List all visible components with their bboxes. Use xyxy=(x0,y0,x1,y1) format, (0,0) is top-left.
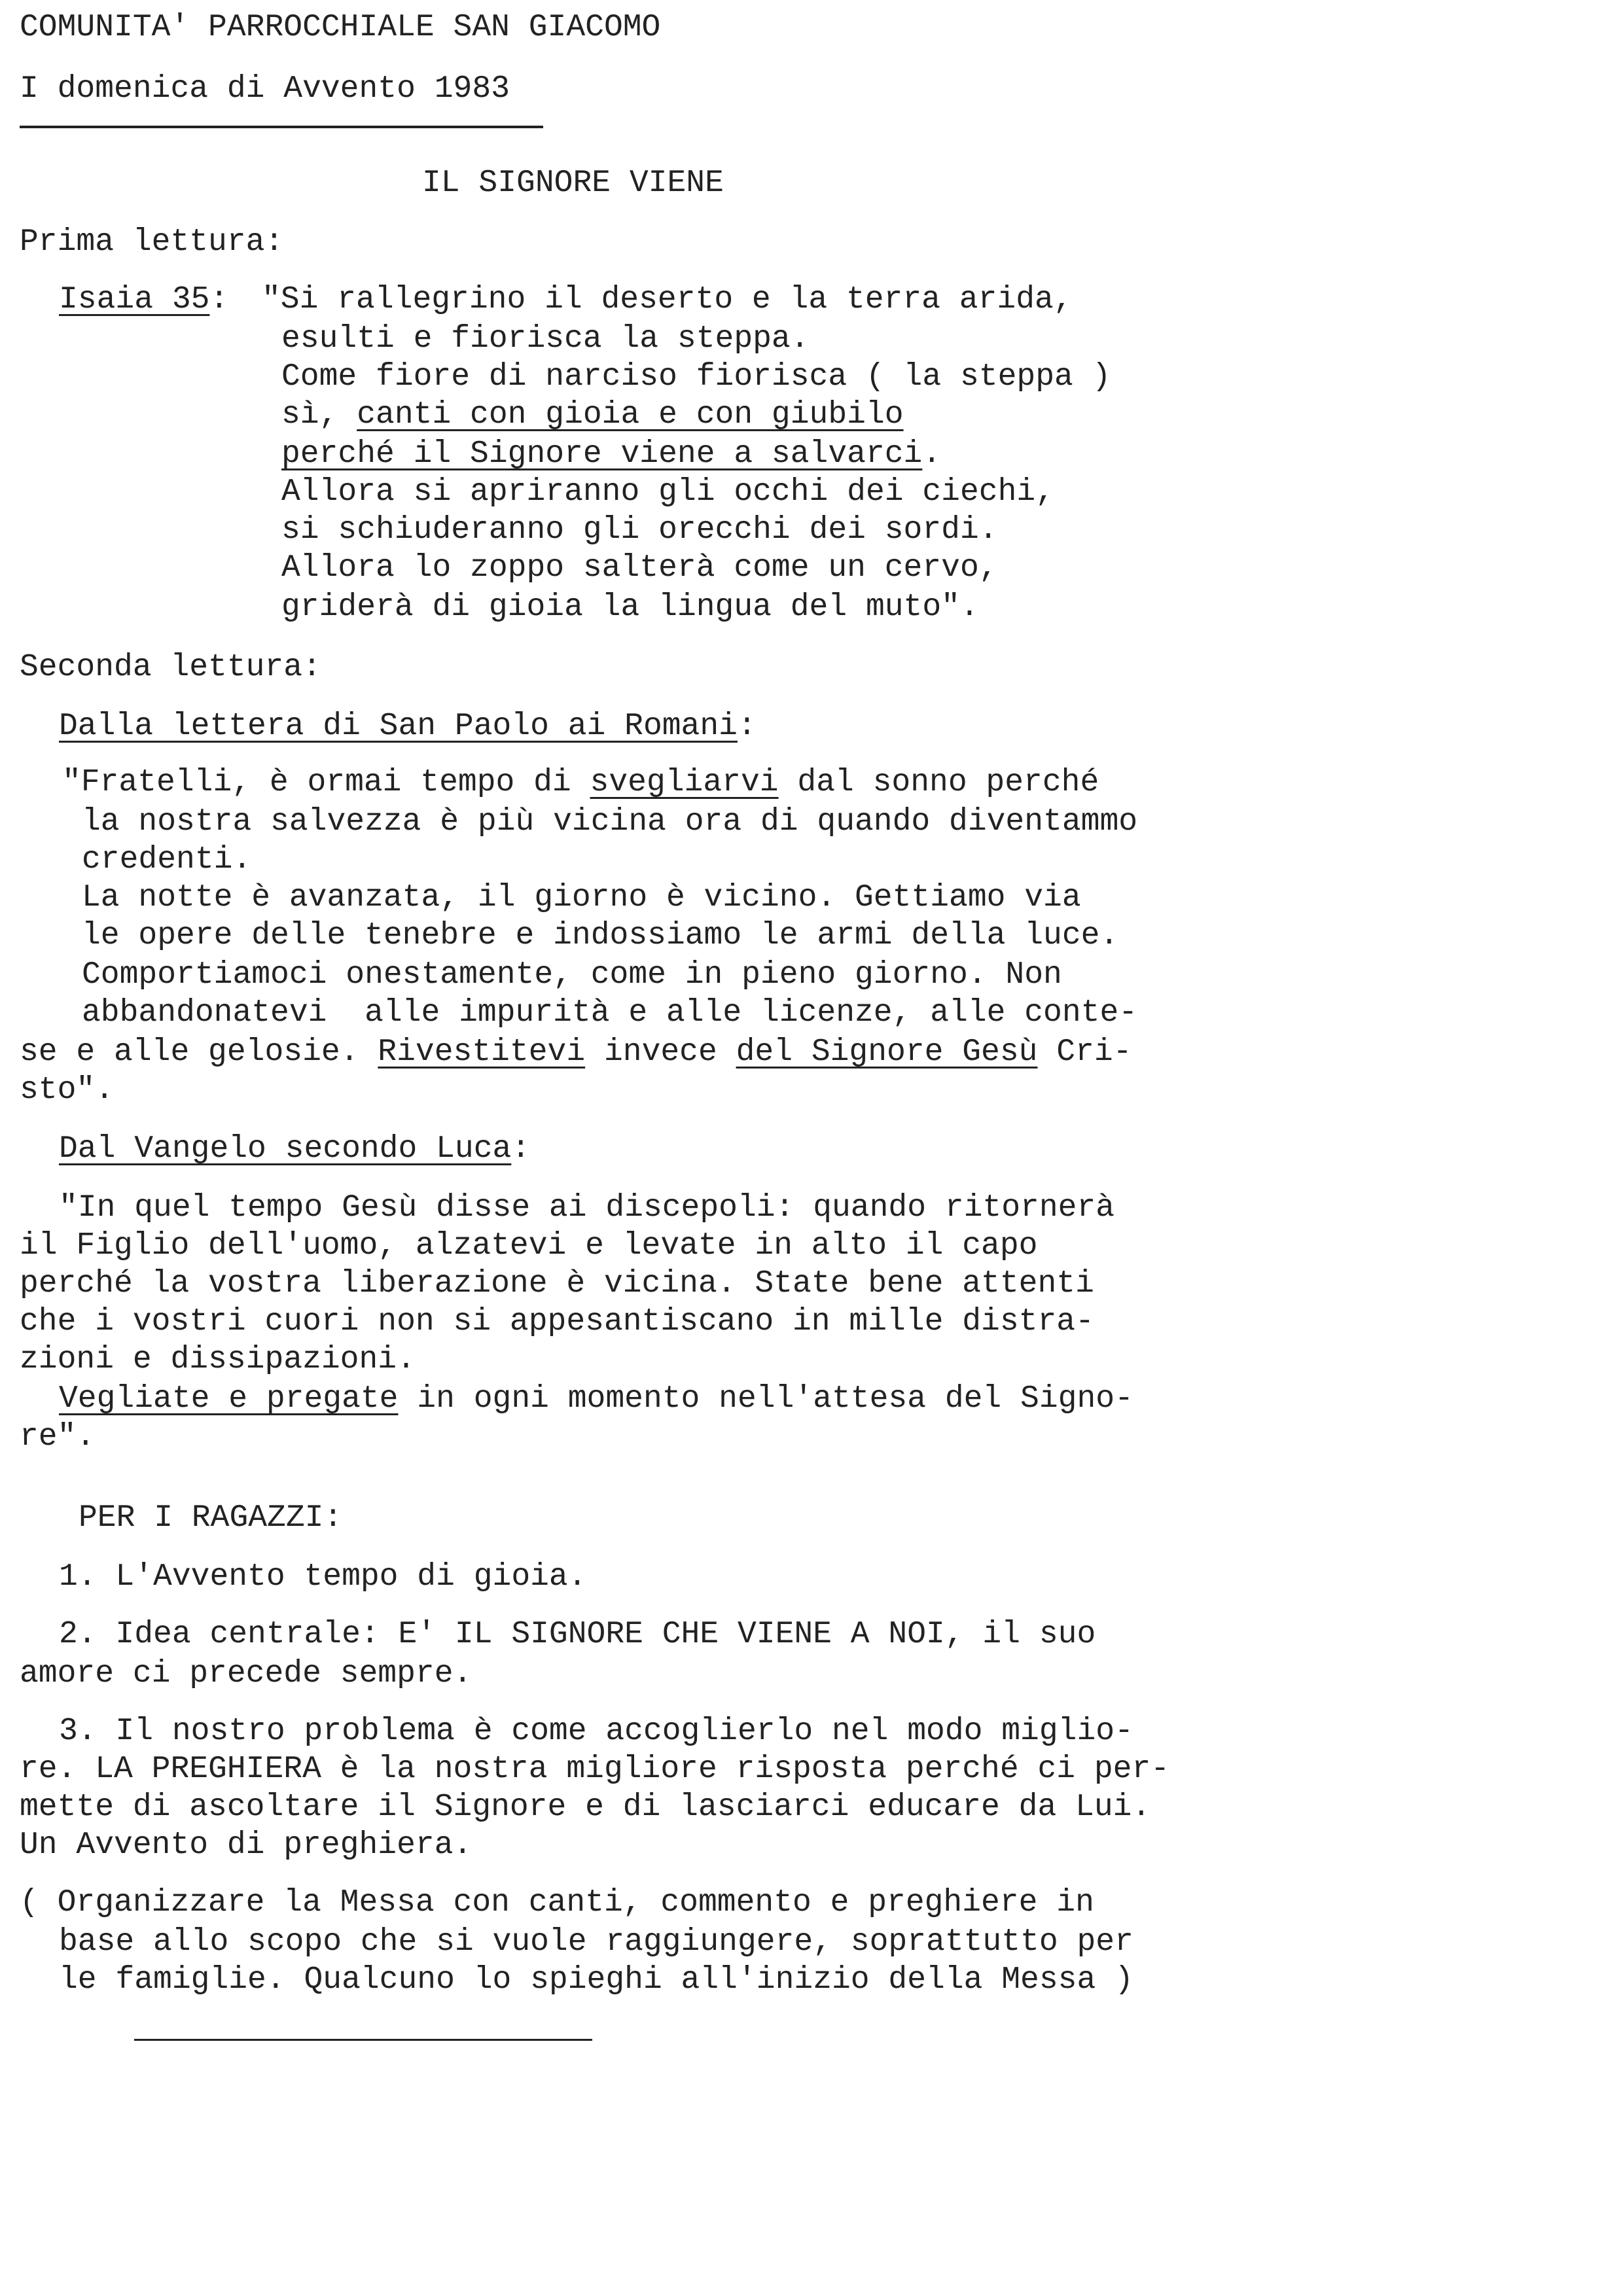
first-reading-line: "Si rallegrino il deserto e la terra arida, xyxy=(262,282,1073,317)
first-reading-ref: Isaia 35 xyxy=(59,282,210,317)
second-reading-line: sto". xyxy=(20,1072,115,1108)
kids-line: amore ci precede sempre. xyxy=(20,1656,473,1691)
note-line: base allo scopo che si vuole raggiungere, soprattutto per xyxy=(59,1924,1133,1960)
gospel-line: che i vostri cuori non si appesantiscano in mille distra- xyxy=(20,1304,1094,1339)
second-reading-text: Cri- xyxy=(1037,1034,1132,1070)
second-reading-underlined: svegliarvi xyxy=(590,765,779,800)
first-reading-heading: Prima lettura: xyxy=(20,224,284,260)
second-reading-line: Comportiamoci onestamente, come in pieno giorno. Non xyxy=(82,957,1062,993)
footer-rule xyxy=(134,2039,592,2041)
first-reading-line xyxy=(281,399,904,431)
first-reading-line: Allora si apriranno gli occhi dei ciechi, xyxy=(281,474,1054,510)
second-reading-line xyxy=(20,1036,1132,1068)
first-reading-ref-line xyxy=(59,284,228,315)
second-reading-line xyxy=(62,767,1099,798)
second-reading-underlined: Rivestitevi xyxy=(378,1034,586,1070)
header-rule xyxy=(20,126,543,128)
first-reading-line: Allora lo zoppo salterà come un cervo, xyxy=(281,550,998,586)
gospel-text: in ogni momento nell'attesa del Signo- xyxy=(398,1381,1133,1417)
second-reading-line: la nostra salvezza è più vicina ora di quando diventammo xyxy=(82,804,1138,839)
gospel-underlined: Vegliate e pregate xyxy=(59,1381,399,1417)
second-reading-underlined: del Signore Gesù xyxy=(736,1034,1038,1070)
second-reading-line: La notte è avanzata, il giorno è vicino. Gettiamo via xyxy=(82,880,1081,915)
second-reading-source: Dalla lettera di San Paolo ai Romani xyxy=(59,709,738,744)
second-reading-line: abbandonatevi alle impurità e alle licenze, alle conte- xyxy=(82,995,1138,1031)
gospel-line xyxy=(59,1383,1133,1415)
page-title: IL SIGNORE VIENE xyxy=(422,166,724,201)
kids-heading: PER I RAGAZZI: xyxy=(79,1500,343,1536)
second-reading-source-sep: : xyxy=(737,709,757,744)
kids-line: 3. Il nostro problema è come accoglierlo nel modo miglio- xyxy=(59,1714,1133,1749)
first-reading-line xyxy=(281,438,941,470)
gospel-line: il Figlio dell'uomo, alzatevi e levate in alto il capo xyxy=(20,1228,1038,1263)
occasion-line: I domenica di Avvento 1983 xyxy=(20,71,510,107)
second-reading-line: credenti. xyxy=(82,842,252,877)
kids-line: Un Avvento di preghiera. xyxy=(20,1828,473,1863)
gospel-line: perché la vostra liberazione è vicina. State bene attenti xyxy=(20,1266,1094,1301)
first-reading-line: si schiuderanno gli orecchi dei sordi. xyxy=(281,512,998,548)
kids-line: 1. L'Avvento tempo di gioia. xyxy=(59,1559,587,1595)
gospel-source: Dal Vangelo secondo Luca xyxy=(59,1131,512,1167)
first-reading-ref-sep: : xyxy=(209,282,229,317)
second-reading-text: dal sonno perché xyxy=(778,765,1099,800)
kids-line: 2. Idea centrale: E' IL SIGNORE CHE VIENE A NOI, il suo xyxy=(59,1617,1096,1652)
first-reading-underlined: perché il Signore viene a salvarci xyxy=(281,436,923,472)
first-reading-line: griderà di gioia la lingua del muto". xyxy=(281,590,979,625)
first-reading-text: sì, xyxy=(281,397,357,433)
gospel-source-line xyxy=(59,1133,530,1165)
kids-line: re. LA PREGHIERA è la nostra migliore risposta perché ci per- xyxy=(20,1752,1170,1787)
first-reading-text: . xyxy=(922,436,942,472)
community-name: COMUNITA' PARROCCHIALE SAN GIACOMO xyxy=(20,10,661,45)
gospel-line: "In quel tempo Gesù disse ai discepoli: quando ritornerà xyxy=(59,1190,1115,1226)
second-reading-line: le opere delle tenebre e indossiamo le armi della luce. xyxy=(82,918,1119,953)
second-reading-heading: Seconda lettura: xyxy=(20,650,321,685)
first-reading-underlined: canti con gioia e con giubilo xyxy=(357,397,904,433)
kids-line: mette di ascoltare il Signore e di lasciarci educare da Lui. xyxy=(20,1790,1151,1825)
note-line: ( Organizzare la Messa con canti, commento e preghiere in xyxy=(20,1885,1094,1920)
second-reading-text: invece xyxy=(585,1034,736,1070)
second-reading-source-line xyxy=(59,711,757,742)
gospel-line: re". xyxy=(20,1419,96,1455)
second-reading-text: "Fratelli, è ormai tempo di xyxy=(62,765,590,800)
first-reading-line: Come fiore di narciso fiorisca ( la steppa ) xyxy=(281,359,1111,395)
first-reading-line: esulti e fiorisca la steppa. xyxy=(281,321,810,357)
second-reading-text: se e alle gelosie. xyxy=(20,1034,378,1070)
gospel-source-sep: : xyxy=(511,1131,531,1167)
note-line: le famiglie. Qualcuno lo spieghi all'inizio della Messa ) xyxy=(59,1962,1133,1998)
gospel-line: zioni e dissipazioni. xyxy=(20,1342,416,1377)
